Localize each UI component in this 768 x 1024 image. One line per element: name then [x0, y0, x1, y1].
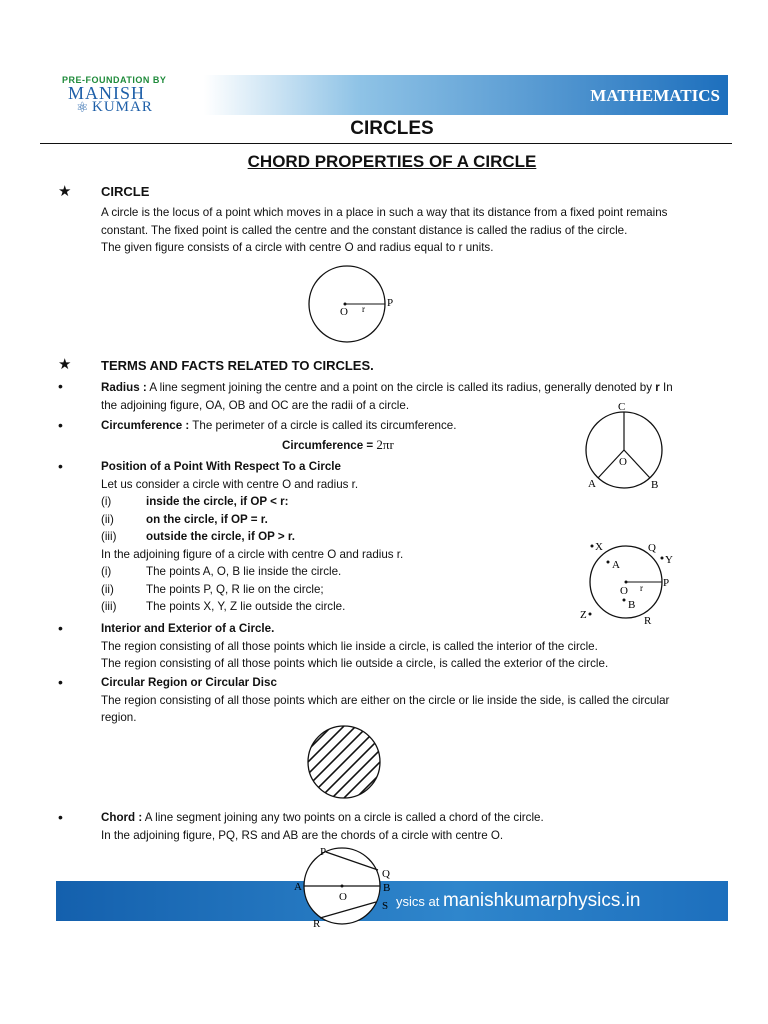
- disc-item: Circular Region or Circular Disc The region consisting of all those points which are either on the circle or lie inside the side, is called the circular region.: [101, 676, 670, 724]
- radius-item: Radius : A line segment joining the centre and a point on the circle is called its radius, generally denoted by r In the adjoining figure, OA, OB and OC are the radii of a circle.: [101, 381, 673, 412]
- title-divider: [40, 143, 732, 144]
- svg-text:R: R: [644, 615, 652, 627]
- svg-text:P: P: [387, 297, 394, 309]
- footer-website: ysics at manishkumarphysics.in: [396, 890, 641, 911]
- svg-text:P: P: [663, 577, 670, 589]
- svg-text:r: r: [640, 583, 643, 593]
- svg-text:A: A: [612, 559, 620, 571]
- bullet-icon: •: [58, 674, 63, 690]
- svg-text:B: B: [383, 882, 391, 894]
- svg-text:B: B: [628, 599, 636, 611]
- chord-item: Chord : A line segment joining any two points on a circle is called a chord of the circle. In the adjoining figure, PQ, RS and AB are the chords of a circle with centre O.: [101, 811, 544, 842]
- interior-item: Interior and Exterior of a Circle. The region consisting of all those points which lie inside a circle, is called the interior of the circle. The region consisting of all those points which lie outside a circle, is called the exterior of the circle.: [101, 622, 609, 670]
- circumference-formula: Circumference = 2πr: [282, 437, 394, 452]
- atom-icon: ⚛: [76, 99, 89, 115]
- logo-name-line2: KUMAR: [92, 99, 153, 115]
- circle-radius-figure: [300, 262, 410, 346]
- star-bullet-icon: ★: [58, 183, 72, 200]
- bullet-icon: •: [58, 378, 63, 394]
- svg-text:O: O: [339, 891, 347, 903]
- svg-text:Z: Z: [580, 609, 587, 621]
- circumference-item: Circumference : The perimeter of a circle is called its circumference.: [101, 419, 457, 432]
- svg-text:A: A: [588, 478, 596, 490]
- svg-text:Y: Y: [665, 554, 673, 566]
- section-title: CHORD PROPERTIES OF A CIRCLE: [247, 152, 537, 171]
- logo-name-line1: MANISH: [68, 83, 146, 103]
- position-item: Position of a Point With Respect To a Circle Let us consider a circle with centre O and radius r.: [101, 460, 359, 491]
- subject-label: MATHEMATICS: [590, 86, 720, 105]
- svg-text:X: X: [595, 541, 603, 553]
- svg-text:P: P: [320, 846, 327, 858]
- svg-text:Q: Q: [382, 868, 390, 880]
- svg-text:A: A: [294, 881, 302, 893]
- circle-definition: A circle is the locus of a point which moves in a place in such a way that its distance from a fixed point remains constant. The fixed point is called the centre and the constant distance is called the radius of the circle. The given figure consists of a circle with centre O and radius equal to r units.: [101, 206, 668, 254]
- star-bullet-icon: ★: [58, 356, 72, 373]
- svg-text:S: S: [382, 900, 389, 912]
- position-conditions: (i) inside the circle, if OP < r: (ii) on the circle, if OP = r. (iii) outside the circle, if OP > r. In the adjoining figure of a circle with centre O and radius r. (i) The points A, O, B lie inside the circle. (ii) The points P, Q, R lie on the circle; (iii) The points X, Y, Z lie outside the circle.: [101, 495, 404, 613]
- svg-text:O: O: [619, 456, 627, 468]
- point-position-figure: [576, 536, 686, 628]
- logo-tagline: PRE-FOUNDATION BY: [62, 75, 167, 85]
- svg-text:r: r: [362, 304, 365, 314]
- bullet-icon: •: [58, 458, 63, 474]
- svg-text:C: C: [618, 401, 626, 413]
- terms-heading: TERMS AND FACTS RELATED TO CIRCLES.: [101, 358, 374, 373]
- svg-text:Q: Q: [648, 542, 656, 554]
- circle-heading: CIRCLE: [101, 184, 150, 199]
- svg-text:B: B: [651, 479, 659, 491]
- svg-text:O: O: [620, 585, 628, 597]
- bullet-icon: •: [58, 809, 63, 825]
- bullet-icon: •: [58, 417, 63, 433]
- svg-text:R: R: [313, 918, 321, 930]
- circular-disc-figure: [302, 722, 386, 802]
- page-title: CIRCLES: [350, 118, 434, 139]
- chords-figure: [290, 844, 398, 930]
- bullet-icon: •: [58, 620, 63, 636]
- svg-text:O: O: [340, 306, 348, 318]
- radii-figure: [576, 398, 676, 492]
